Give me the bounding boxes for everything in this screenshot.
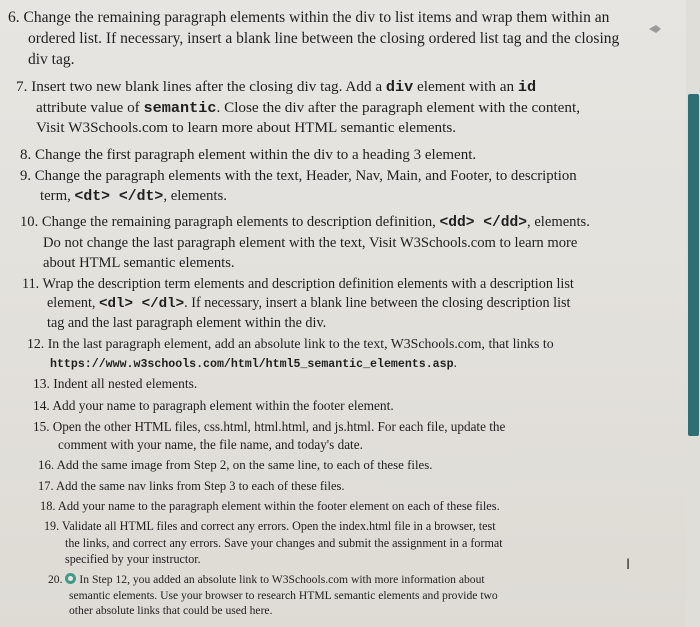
- step-6: [8, 7, 619, 70]
- step-11-line-3: tag and the last paragraph element within the div.: [47, 315, 327, 332]
- step-10-line-1: [20, 212, 590, 233]
- step-19: [44, 518, 503, 568]
- step-17: [38, 478, 345, 495]
- step-10: [20, 212, 590, 273]
- step-19-line-1: 19. Validate all HTML files and correct any errors. Open the index.html file in a browser, test: [44, 519, 496, 533]
- step-12-line-2: [27, 353, 554, 374]
- step-14: [33, 397, 394, 415]
- step-11-line-2: [22, 294, 574, 314]
- step-7-line-3: Visit W3Schools.com to learn more about HTML semantic elements.: [36, 119, 457, 136]
- step-20-line-3: other absolute links that could be used here.: [69, 604, 273, 618]
- step-19-line-2: the links, and correct any errors. Save your changes and submit the assignment in a format: [65, 535, 503, 550]
- step-9-text: term,: [40, 188, 75, 204]
- code-div: div: [385, 78, 414, 96]
- step-10-line-3: about HTML semantic elements.: [43, 255, 235, 271]
- step-7: [16, 77, 580, 139]
- step-20-number: 20.: [48, 573, 63, 586]
- step-7-line-2: [16, 98, 580, 119]
- step-19-line-3: specified by your instructor.: [65, 552, 201, 567]
- step-20-text: In Step 12, you added an absolute link to W3Schools.com with more information about: [79, 573, 485, 586]
- step-9-text: , elements.: [163, 188, 228, 204]
- step-13-line-1: 13. Indent all nested elements.: [33, 376, 198, 391]
- step-16: [38, 457, 433, 474]
- step-15-line-2: comment with your name, the file name, and today's date.: [58, 436, 363, 452]
- code-semantic: semantic: [143, 98, 217, 117]
- scrollbar-thumb[interactable]: [688, 94, 699, 436]
- step-6-line-3: div tag.: [28, 51, 75, 68]
- step-20-line-2: semantic elements. Use your browser to research HTML semantic elements and provide two: [69, 588, 498, 602]
- step-20-line-1: [48, 572, 498, 588]
- step-16-line-1: 16. Add the same image from Step 2, on the same line, to each of these files.: [38, 458, 433, 472]
- step-18-line-1: 18. Add your name to the paragraph element within the footer element on each of these files.: [40, 499, 500, 513]
- step-12-line-1: 12. In the last paragraph element, add an absolute link to the text, W3Schools.com, that links to: [27, 336, 554, 351]
- step-6-line-1: 6. Change the remaining paragraph elements within the div to list items and wrap them within an: [8, 9, 610, 26]
- step-7-text: attribute value of: [36, 98, 144, 116]
- step-11-text: element,: [47, 295, 99, 312]
- code-dt: <dt> </dt>: [74, 189, 164, 205]
- step-7-line-1: [16, 77, 580, 98]
- step-8: [20, 145, 476, 165]
- step-15-line-1: 15. Open the other HTML files, css.html, html.html, and js.html. For each file, update the: [33, 419, 506, 434]
- step-9-line-2: [20, 186, 577, 207]
- step-15: [33, 418, 505, 454]
- step-17-line-1: 17. Add the same nav links from Step 3 to each of these files.: [38, 479, 345, 493]
- code-url: https://www.w3schools.com/html/html5_semantic_elements.asp: [50, 358, 454, 371]
- step-9: [20, 166, 577, 207]
- step-7-text: element with an: [413, 78, 518, 95]
- step-10-text: 10. Change the remaining paragraph elements to description definition,: [20, 214, 440, 230]
- step-12-text: .: [453, 355, 457, 370]
- check-circle-icon: [65, 573, 76, 584]
- step-10-line-2: Do not change the last paragraph element with the text, Visit W3Schools.com to learn more: [43, 235, 578, 251]
- pointer-arrow-icon: [648, 22, 662, 36]
- step-13: [33, 375, 197, 393]
- step-7-text: . Close the div after the paragraph element with the content,: [216, 98, 580, 116]
- step-10-text: , elements.: [527, 214, 590, 230]
- text-cursor-icon: I: [626, 557, 631, 573]
- step-11-text: . If necessary, insert a blank line between the closing description list: [184, 295, 571, 312]
- step-11: [22, 275, 574, 334]
- code-id: id: [517, 78, 537, 96]
- step-14-line-1: 14. Add your name to paragraph element within the footer element.: [33, 398, 394, 413]
- step-6-line-2: ordered list. If necessary, insert a blank line between the closing ordered list tag and the closing: [28, 30, 620, 47]
- step-20: [48, 572, 498, 619]
- step-8-line-1: 8. Change the first paragraph element within the div to a heading 3 element.: [20, 147, 477, 163]
- step-18: [40, 498, 500, 515]
- step-12: [27, 334, 554, 374]
- step-7-text: 7. Insert two new blank lines after the closing div tag. Add a: [16, 78, 386, 95]
- step-9-line-1: 9. Change the paragraph elements with the text, Header, Nav, Main, and Footer, to description: [20, 168, 577, 184]
- step-11-line-1: 11. Wrap the description term elements and description definition elements with a description list: [22, 276, 574, 292]
- code-dl: <dl> </dl>: [99, 296, 185, 313]
- code-dd: <dd> </dd>: [439, 215, 528, 231]
